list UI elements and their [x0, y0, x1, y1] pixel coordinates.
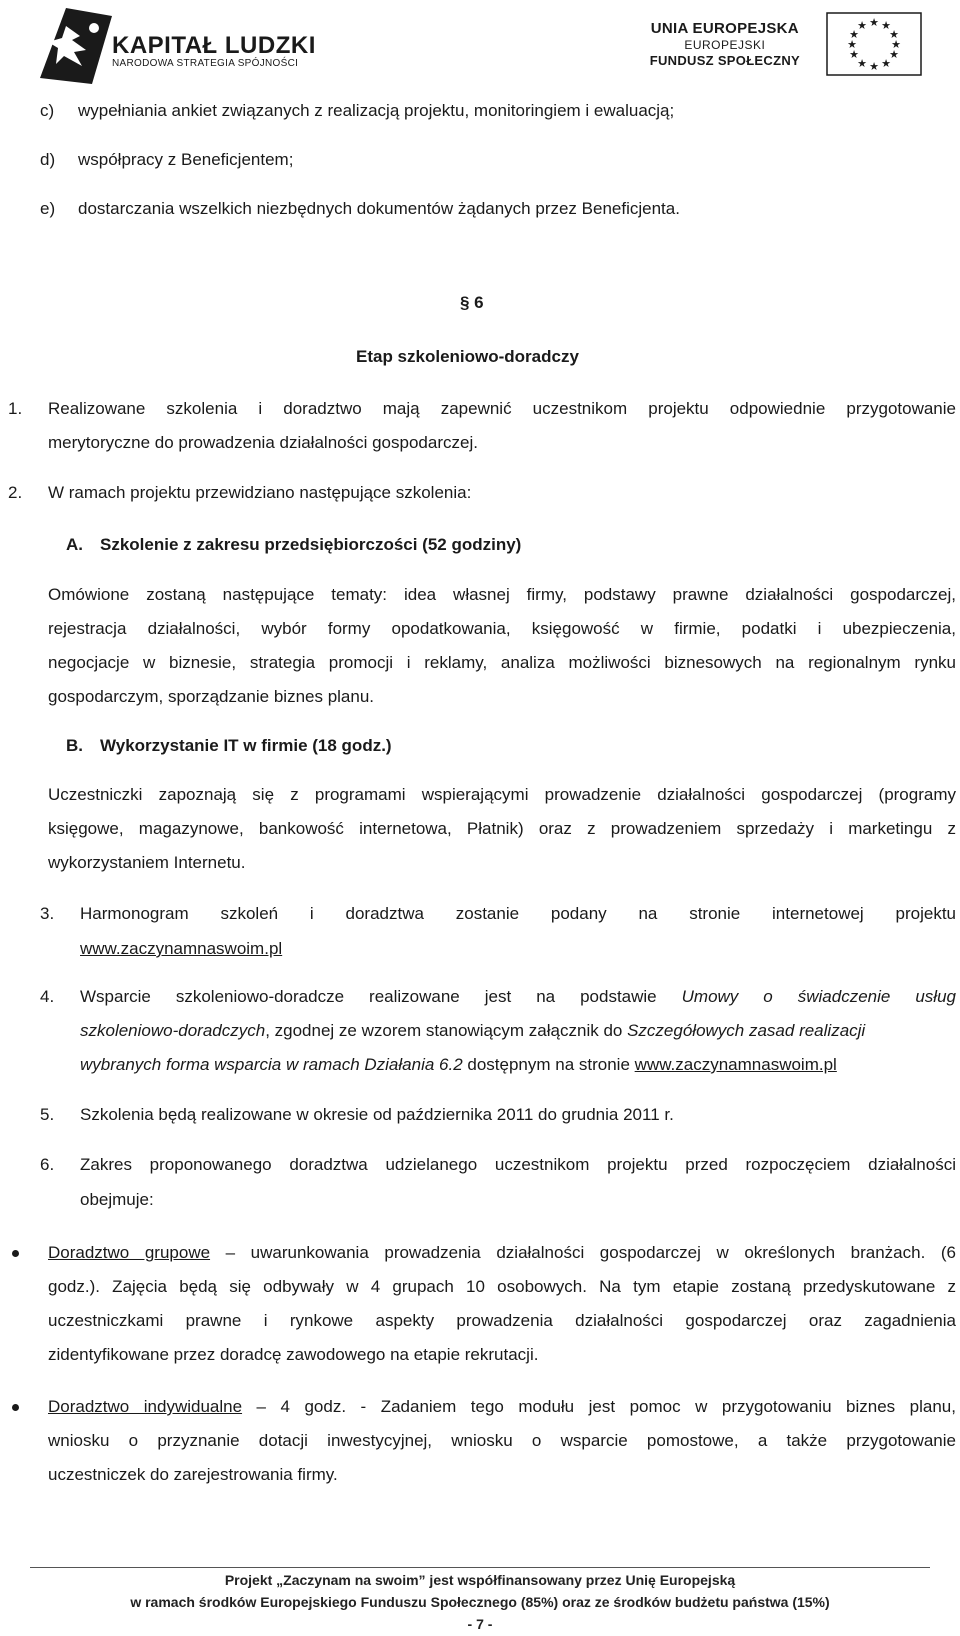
svg-text:★: ★ — [891, 38, 901, 51]
eu-line-1: UNIA EUROPEJSKA — [650, 20, 799, 37]
p4-text: , zgodnej ze wzorem stanowiącym załącznik do — [265, 1021, 628, 1040]
paragraph-6-line-1: Zakres proponowanego doradztwa udzielanego uczestnikom projektu przed rozpoczęciem działalności — [80, 1155, 956, 1174]
svg-text:★: ★ — [847, 38, 857, 51]
paragraph-number: 1. — [8, 399, 23, 418]
project-website-link[interactable]: www.zaczynamnaswoim.pl — [634, 1055, 837, 1074]
list-item-d — [40, 149, 294, 171]
p4-italic-text: Szczegółowych zasad realizacji — [627, 1021, 866, 1040]
p4-text: Wsparcie szkoleniowo-doradcze realizowane jest na podstawie — [80, 987, 682, 1006]
eu-flag — [826, 12, 922, 76]
list-marker: d) — [40, 150, 56, 169]
svg-text:★: ★ — [849, 28, 859, 41]
course-a-title: Szkolenie z zakresu przedsiębiorczości (52 godziny) — [100, 535, 522, 554]
course-b-line-3: wykorzystaniem Internetu. — [48, 853, 246, 872]
paragraph-number: 2. — [8, 483, 23, 502]
paragraph-5-text: Szkolenia będą realizowane w okresie od października 2011 do grudnia 2011 r. — [80, 1105, 674, 1124]
list-text: wypełniania ankiet związanych z realizacją projektu, monitoringiem i ewaluacją; — [78, 101, 675, 120]
paragraph-1-line-1: Realizowane szkolenia i doradztwo mają zapewnić uczestnikom projektu odpowiednie przygotowanie — [48, 399, 956, 418]
course-a-line-3: negocjacje w biznesie, strategia promocji i reklamy, analiza możliwości biznesowych na regionalnym rynku — [48, 653, 956, 672]
svg-text:★: ★ — [849, 48, 859, 61]
list-item-e — [40, 198, 680, 220]
svg-text:★: ★ — [881, 19, 891, 32]
svg-text:★: ★ — [857, 57, 867, 70]
p4-text: dostępnym na stronie — [462, 1055, 635, 1074]
svg-text:★: ★ — [889, 48, 899, 61]
bullet-2-line-1 — [48, 1396, 956, 1418]
bullet-2-term: Doradztwo indywidualne — [48, 1397, 243, 1416]
course-b-line-2: księgowe, magazynowe, bankowość internetowa, Płatnik) oraz z prowadzeniem sprzedaży i marketingu z — [48, 819, 956, 838]
course-a-line-1: Omówione zostaną następujące tematy: idea własnej firmy, podstawy prawne działalności gospodarczej, — [48, 585, 956, 604]
footer-line-1: Projekt „Zaczynam na swoim” jest współfinansowany przez Unię Europejską — [224, 1572, 736, 1588]
list-text: współpracy z Beneficjentem; — [78, 150, 294, 169]
paragraph-number: 4. — [40, 987, 55, 1006]
section-symbol: § 6 — [460, 293, 484, 312]
paragraph-1-line-2: merytoryczne do prowadzenia działalności gospodarczej. — [48, 433, 478, 452]
list-marker: c) — [40, 101, 55, 120]
bullet-icon — [12, 1404, 19, 1411]
kapital-ludzki-title: KAPITAŁ LUDZKI — [112, 32, 316, 59]
course-a-line-2: rejestracja działalności, wybór formy opodatkowania, księgowość w firmie, podatki i ubezpieczenia, — [48, 619, 956, 638]
project-website-link[interactable]: www.zaczynamnaswoim.pl — [80, 939, 283, 958]
list-marker: e) — [40, 199, 56, 218]
eu-line-3: FUNDUSZ SPOŁECZNY — [649, 53, 800, 68]
paragraph-number: 3. — [40, 904, 55, 923]
kapital-ludzki-subtitle: NARODOWA STRATEGIA SPÓJNOŚCI — [112, 58, 299, 69]
course-b-label: B. — [66, 736, 83, 755]
paragraph-4-line-1 — [80, 986, 956, 1008]
svg-text:★: ★ — [881, 57, 891, 70]
list-item-c — [40, 100, 675, 122]
paragraph-2-text: W ramach projektu przewidziano następujące szkolenia: — [48, 483, 472, 502]
bullet-1-line-2: godz.). Zajęcia będą się odbywały w 4 grupach 10 osobowych. Na tym etapie zostaną przedyskutowane z — [48, 1277, 956, 1296]
svg-text:★: ★ — [889, 28, 899, 41]
course-b-line-1: Uczestniczki zapoznają się z programami wspierającymi prowadzenie działalności gospodarczej (programy — [48, 785, 956, 804]
bullet-1-line-3: uczestniczkami prawne i rynkowe aspekty prowadzenia działalności gospodarczej oraz zagadnienia — [48, 1311, 956, 1330]
paragraph-number: 6. — [40, 1155, 55, 1174]
bullet-2-text: – 4 godz. - Zadaniem tego modułu jest pomoc w przygotowaniu biznes planu, — [242, 1397, 956, 1416]
bullet-1-term: Doradztwo grupowe — [48, 1243, 211, 1262]
paragraph-number: 5. — [40, 1105, 55, 1124]
list-text: dostarczania wszelkich niezbędnych dokumentów żądanych przez Beneficjenta. — [78, 199, 680, 218]
p4-italic-text: szkoleniowo-doradczych — [80, 1021, 266, 1040]
p4-italic-text: wybranych forma wsparcia w ramach Działania 6.2 — [80, 1055, 463, 1074]
svg-text:★: ★ — [869, 60, 879, 73]
bullet-1-text: – uwarunkowania prowadzenia działalności gospodarczej w określonych branżach. (6 — [210, 1243, 956, 1262]
svg-text:★: ★ — [857, 19, 867, 32]
eu-line-2: EUROPEJSKI — [684, 38, 766, 52]
eu-text-block — [650, 20, 800, 69]
course-b-title: Wykorzystanie IT w firmie (18 godz.) — [100, 736, 392, 755]
p4-italic-text: Umowy o świadczenie usług — [681, 987, 956, 1006]
paragraph-6-line-2: obejmuje: — [80, 1190, 154, 1209]
bullet-2-line-3: uczestniczek do zarejestrowania firmy. — [48, 1465, 338, 1484]
paragraph-3-line-1: Harmonogram szkoleń i doradztwa zostanie podany na stronie internetowej projektu — [80, 904, 956, 923]
svg-text:★: ★ — [869, 16, 879, 29]
bullet-1-line-4: zidentyfikowane przez doradcę zawodowego na etapie rekrutacji. — [48, 1345, 539, 1364]
paragraph-4-line-2 — [80, 1020, 956, 1042]
kapital-ludzki-emblem-icon — [36, 6, 116, 86]
footer-divider — [30, 1567, 930, 1568]
course-a-label: A. — [66, 535, 83, 554]
section-title: Etap szkoleniowo-doradczy — [356, 347, 579, 366]
page-number: - 7 - — [467, 1616, 493, 1632]
bullet-icon — [12, 1250, 19, 1257]
eu-stars-icon — [826, 12, 922, 76]
bullet-2-line-2: wniosku o przyznanie dotacji inwestycyjnej, wniosku o wsparcie pomostowe, a także przygotowanie — [48, 1431, 956, 1450]
bullet-1-line-1 — [48, 1242, 956, 1264]
paragraph-4-line-3 — [80, 1054, 837, 1076]
footer-line-2: w ramach środków Europejskiego Funduszu Społecznego (85%) oraz ze środków budżetu państwa (15%) — [130, 1594, 830, 1610]
course-a-line-4: gospodarczym, sporządzanie biznes planu. — [48, 687, 375, 706]
